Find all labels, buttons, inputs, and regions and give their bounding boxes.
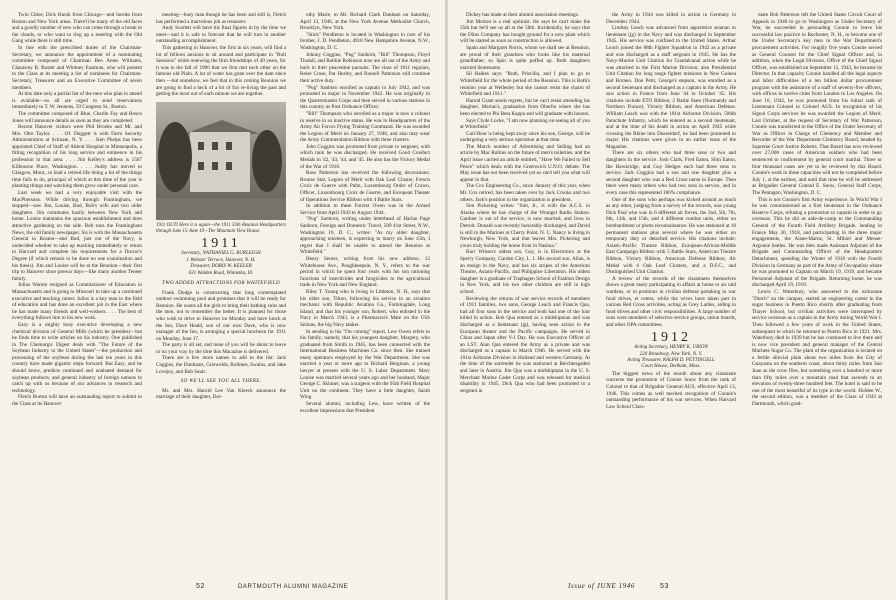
acting-treasurer: Acting Treasurer, RALPH D. PETTINGELL — [627, 357, 715, 363]
class-treasurer: Treasurer, DORIS W. KEELER — [190, 264, 252, 270]
photo-caption: 1911 OUTI Here it is again—the 1911 35th Reunion Headquarters through June 15-June 19—The Mountain View House. — [156, 222, 286, 234]
paragraph: This is not Connie's first Army experience. In World War I he was commissioned as a first lieutenant in the Ordnance Reserve Corps, refusing a promotion to captain in order to go overseas. This he did as aide-de-camp to the Commanding General of the Fourth Field Artillery Brigade, landing in France May 30, 1918, and participating in the three major engagements, the Aisne-Marne, St. Mihiel and Meuse-Argonne battles. He was then made Assistant Adjutant of the Brigade and Commanding Officer of the Headquarters Detachment, spending the Winter of 1918 with the Fourth Division in Germany as part of the Army of Occupation where he was promoted to Captain on March 19, 1919, and became Personnel Adjutant of the Brigade. Returning home, he was discharged April 19, 1919. — [752, 196, 882, 289]
paragraph: Riley T. Young who is living in Littleton, N. H., says that his older son, Tilton, following his service in an aviation mechanic with Republic Aviation Co., Farmingdale, Long Island, and that his younger son, Robert, who enlisted in the Navy in March 1943, is a Pharmacist's Mate on the USS Selinas, the big Navy tanker. — [300, 288, 430, 328]
paragraph: the Army in 1944 was killed in action in Germany in December 1944. — [606, 12, 736, 25]
paragraph: Easy is a mighty busy executive developing a new chemical division of General Mills (which he presides)—but he finds time to write articles on his industry. One published in The Chemurgic Digest deals with "The Future of the Soybean Industry in the United States"—the production and processing of the soybean during the last ten years in this country have made gigantic steps forward. But Easy, and he should know, predicts continued and unabated demand for soybean products, and general industry of foreign nations to catch up with us because of our advances in research and technology. — [12, 321, 142, 394]
paragraph: Lewis C. Waterbury, who answered to the nickname "Dutch" on the campus, started an engineering career in the sugar business in Puerto Rico shortly after graduating from Thayer School, but civilian activities were interrupted by service overseas as a captain in the Army during World War I. Then followed a few years of work in the United States, subsequent to which he returned to Puerto Rico in 1921. Mrs. Waterbury died in 1939 but he has continued to live there and is now vice president and general manager of the Central Machete Sugar Co. The plant of the organization is located on a fertile alluvial plain about two miles from the City of Guayama on the southern coast, about thirty miles from San Juan as the crow flies, but something over a hundred or more than fifty miles over a mountain road that ascends to an elevation of twenty-three hundred feet. The hotel is said to be one of the most beautiful of its type in the world. Holden W., the second edition, was a member of the Class of 1943 at Dartmouth, which grad- — [752, 288, 882, 408]
paragraph: Andy Scarlett will have his final figures in by the time we meet—and it is safe to forecast that he will turn in another outstanding accomplishment. — [156, 25, 286, 45]
photo-window — [212, 162, 218, 170]
photo-tree — [158, 122, 192, 192]
class-year-heading: 1912 — [651, 329, 691, 345]
paragraph: meeting—busy man though he has been and still is, Fletch has performed a marvelous job as treasurer. — [156, 12, 286, 25]
paragraph: Johnny Coggins, "Pug" Sanborn, "Bill" Thompson, Floyd Tindall, and Robbie Robinson now are all out of the Army and back in their peacetime pursuits. The class of 1911 regulars, Reise Cruse, Pat Hurley, and Russell Patterson still continue their active duty. — [300, 51, 430, 84]
right-column-1 — [460, 12, 590, 567]
photo-window — [198, 162, 204, 170]
paragraph: John Coggins was promoted from private to sergeant, with which rank he was discharged. He received Good Conduct Medals in '42, '43, '44, and '45. He also has the Victory Medal of the War of 1918. — [300, 143, 430, 170]
paragraph: The March number of Advertising and Selling had an article by Mac Rollins on the future of men's toiletries, and the April issue carried an article entitled, "Have We Failed to Sell Peace" which deals with the Greenwich U.N.O. debate. The May issue has not been received yet so can't tell you what will appear in that. — [460, 143, 590, 183]
photo-window — [226, 162, 232, 170]
paragraph: othy Marie, to Mr. Richard Clark Dunham on Saturday, April 13, 1946, at the New York Avenue Methodist Church, Brooklyn, New York. — [300, 12, 430, 32]
page-number-left: 52 — [196, 583, 205, 590]
photo-window — [226, 142, 232, 150]
paragraph: In addition to these Forrest Owen was in the Armed Service from April 1943 to August 1944. — [300, 203, 430, 216]
paragraph: There are six others who had three sons or two and daughters in the service. Josh Clark, Fred Eaton, Slim Eaton, Ike Hawkridge, and Guy Hedges each had three sons in service. Jack Coggins had a son and one daughter plus a second daughter who was a Red Cross nurse in Europe. Then there were many others who had two sons in service, and in every case this represented 100% compliance. — [606, 150, 736, 197]
paragraph: "Stick" Pendleton is located in Washington in care of his brother, J. D. Pendleton, 4918 New Hampshire Avenue, N.W., Washington, D. C. — [300, 31, 430, 51]
class-secretary-address: 1 Webster Terrace, Hanover, N. H. — [186, 257, 256, 263]
paragraph: "Bill" Thompson who enrolled as a major is now a colonel in reserve in so inactive status. He was in Headquarters of the Army Air Forces Flying Training Command. He was awarded the Legion of Merit on January 27, 1946, and also may wear the Army Commendation Ribbon with three clusters. — [300, 110, 430, 144]
issue-footer: Issue of JUNE 1946 — [568, 582, 635, 590]
paragraph: Says Clyde Locke, "I am now planning on seeing all of you at Whitefield." — [460, 117, 590, 131]
class-secretary: Secretary, NATHANIEL G. BURLEIGH — [181, 251, 261, 257]
paragraph: Jim Morton is a real optimist. He says he can't make the 35th but he'll see us all at the 50th. Incidentally, he says that the Dilos Company has bought ground for a new plant which will be started as soon as construction is allowed. — [460, 18, 590, 45]
paragraph: There are a few more names to add to the list: Jack Coggins, the Dunhams, Griswolds, Rollmes, Swains, and Jake Lovejoy, and Bob Saulc. — [156, 355, 286, 375]
acting-secretary: Acting Secretary, HENRY K. URION — [634, 345, 708, 351]
paragraph: Julius Warren resigned as Commissioner of Education in Massachusetts and is going to Missouri to take up a continued executive and teaching career. Julius is a key man in the field of education and has done an excellent job in the East where he has made many friends and well-wishers. . . . The best of everything follows him to his new work. — [12, 282, 142, 322]
paragraph: Mr. and Mrs. Harold Lee Van Kleeck announce the marriage of their daughter, Dor- — [156, 387, 286, 401]
paragraph: The biggest news of the month about any classmate concerns the promotion of Connie Snow from the rank of Colonel to that of Brigadier General AUS, effective April 13, 1946. This comes as well merited recognition of Connie's outstanding performance of his war services. When Harvard Law School Class- — [606, 370, 736, 410]
section-subhead: TWO ADDED ATTRACTIONS FOR WHITEFIELD — [162, 279, 280, 286]
paragraph: At this date only a partial list of the men who plan to attend is available—so all are urged to send reservations immediately to T. W. Jennens, 59 Congress St., Boston. — [12, 91, 142, 111]
paragraph: Spain and Margaret Norris, whom we shall see at Reunion, are proud of their grandson who looks like his maternal grandfather, so Spin is quite puffed up. Both daughters married lieutenants. — [460, 44, 590, 71]
paragraph: Henry Seurer, writing from his new address, 12 Whitehouse Ave., Poughkeepsie, N. Y., refers to the war period in which he spent four years with his son rationing functions of insecticides and fungicides to the agricultural trade in New York and New England. — [300, 255, 430, 289]
paragraph: Frank Dodge is constructing that long contemplated outdoor swimming pool and promises that it will be ready for Reunion. He wants all the girls to bring their bathing suits and the men, not to remember the better. It is planned for those who wish to drive to Hanover on Monday and have lunch at the Inn, Dave Heald, son of our own Dave, who is now manager of the Inn, is arranging a special luncheon for 1911 on Monday, June 17. — [156, 289, 286, 342]
left-page — [0, 0, 446, 600]
paragraph: Ross Patterson has received the following decorations: Bronze Star, Legion of Merit with Oak Leaf Cluster, French Croix de Guerre with Palm, Luxembourg Order of Crown, Officer, Luxembourg Croix de Guerre, and European Theater of Operations Service Ribbon with 4 Battle Stars. — [300, 170, 430, 203]
paragraph: Burr Wilson's oldest son, Guy, is in Electronics at the Sperry Company, Garden City, L. I. His second son, Allan, is an ensign in the Navy, and has six stripes of the American Theatre, Asiatic-Pacific, and Philippine Liberation. His oldest daughter is a graduate of Traphagen School of Fashion Design in New York, and his two other children are still in high school. — [460, 249, 590, 295]
paragraph: Carl Hour is being kept away since his son, George, will be undergoing a very serious operation at that time. — [460, 130, 590, 144]
paragraph: The party is all set, and none of you will be about to leave or on your way by the time this Macazine is delivered. — [156, 342, 286, 355]
paragraph: Recent Hanover visitors were Phil Brooks and Mr. and Mrs. Otto Taylor. . . . Of. Doggett is with Farm Security Administration at Scituate, N. Y. . . . Ken Phelps has been appointed Chief of Staff of Abbott Hospital in Minneapolis, a fitting recognition of his long service and eminence in his profession in that area. . . . Jim Kelley's address is 1507 Kilbourne Place, Washington. . . . Juddy has moved to Glasgow, Mont., to lead a retired life doing a lot of the things time fails to do, principal of which at this time of the year is planting things and watching them grow under personal care. — [12, 124, 142, 190]
paragraph: Sil Raikes says: "Ruth, Priscilla, and I plan to go to Whitefield for the whole period of the Reunion. This is Ruth's reunion year at Wellesley but she cannot resist the charm of Whitefield and 1911." — [460, 71, 590, 98]
paragraph: In line with the prescribed duties of the Chairman-Secretary, we announce the appointment of a nominating committee composed of Chairman Ben Ames Williams, Chauncey B. Baxter and Whitney Eastman, who will present to the Class at its meeting a list of nominees for Chairman-Secretary, Treasurer and an Executive Committee of seven members. — [12, 44, 142, 91]
photo-ground — [156, 198, 286, 220]
paragraph: Lindsay Leach was advanced from apprentice seaman to lieutenant (jg) in the Navy and was discharged in September 1945. His service was confined to the United States. Arthur Leach joined the 88th Fighter Squadron in 1942 as a private and was discharged as a staff sergeant in 1945. He has the Navy-Marine Unit Citation for Guadalcanal action while he was attached to the First Marine Division; also Presidential Unit Citation for long range fighter missions in New Guinea and Borneo. Don Petit, George's stepson, was enrolled as a second lieutenant and discharged as a captain in the Army. He saw action in France from June '44 to October '45. His citations include ETO Ribbon; 2 Battle Stars (Normandy and Northern France), Victory Ribbon, and American Defense. William Leach was with the 101st Airborne Division, 506th Parachute Infantry, which he entered as a second lieutenant, and at the time of his death in action on April 1945 while crossing the Rhine into Dusseldorf, he had been promoted to major. His citations were given in an earlier issue of the Magazine. — [606, 25, 736, 150]
photo-window — [212, 142, 218, 150]
right-column-3 — [752, 12, 882, 567]
left-column-2 — [156, 12, 286, 567]
left-column-3 — [300, 12, 430, 567]
paragraph: Twin Cities; Dick Hursh from Chicago—and hordes from Boston and New York areas. There'll be many of the old faces and a goodly number of new who can come through a break in the clouds, or who want to ring up a meeting with the Old Gang while there is still time. — [12, 12, 142, 45]
paragraph: The committee composed of Blue, Charlie Fay and Bosco Jones will announce details as soon as they are completed. — [12, 110, 142, 124]
paragraph: Fletch Burton will have an outstanding report to submit to the Class at its Hanover — [12, 394, 142, 408]
right-page — [448, 0, 896, 600]
acting-treasurer-address: Court House, Dedham, Mass. — [641, 364, 701, 370]
paragraph: Several alumni, including Lew, have written of the excellent impressions that President — [300, 401, 430, 414]
reunion-headquarters-photo — [156, 102, 286, 220]
paragraph: A review of the records of the classmates themselves shows a great many participating in affairs at home or air raid wardens, or in positions in civilian defense partaking in war fund drives, et cetera, while the wives have taken part in various Red Cross activities, acting as Grey Ladies, aiding in fund drives and other civic responsibilities. A large number of sons were members of selective service groups, ration boards, and other OPA committees. — [606, 275, 736, 328]
paragraph: Sim Pickering writes: "Sim, Jr., is with the A.C.S. in Alaska where he has charge of the Wrangel Radio Station. Gardner is out of the service, is now married, and lives in Detroit. Donald was recently honorably discharged, and David is still in the Marines at Cherry Point, N. C. Nancy is living in Newburgh, New York, and that leaves Mrs. Pickering and yours truly holding the home front in Nashua." — [460, 203, 590, 249]
class-treasurer-address: 631 Walden Road, Winnetka, Ill. — [188, 270, 254, 276]
page-number-right: 53 — [660, 583, 669, 590]
right-column-2 — [606, 12, 736, 567]
paragraph: One of the sons who perhaps was kicked around as much as any other, judging from a survey of the records, was young Dick Paul who was in 6 different air forces, the 2nd, 5th, 7th, 8th, 12th, and 15th, and 4 different combat units, either on bombardment or photo reconnaissance. He was stationed at 18 permanent stations plus several where he was either on temporary duty or detached service. His citations include: Asiatic-Pacific Theatre Ribbon, European-African-Middle East Campaign Ribbon with 5 Battle Stars, American Theatre Ribbon, Victory Ribbon, American Defense Ribbon, Air Medal with 6 Oak Leaf Clusters, and a D.F.C., and Distinguished Unit Citation. — [606, 196, 736, 276]
paragraph: The Cox Engineering Co., since January of this year, when Mr. Cox retired, has been taken over by Jack Crooks and two others. Jack's position in the organization is president. — [460, 183, 590, 203]
paragraph: Last week we had a very enjoyable visit with the MacPhersons. While driving through Framingham, we stopped—saw Jim, Louise, Bud, Bob's wife and two older daughters. Jim commutes busily between New York and home. Louise maintains the spacious establishment and does attractive gardening on the side. Bob runs the Framingham News, the old family newspaper. Sis is with the Massachusetts General in Boston—and Bud, just out of the Navy, is undecided whether to take up teaching immediately or return to Harvard and complete his requirements for a Doctor's Degree (if which remain to be done no one examination and his thesis). Jim and Louise will be at the Reunion—their first trip to Hanover since prewar days—like many another Teneer family. — [12, 190, 142, 282]
paragraph: "Pug" Sanborn enrolled as captain in July 1942, and was promoted to major in November 1942. He was originally in the Quartermaster Corps and then served in various stations in this country as Post Ordnance Officer. — [300, 84, 430, 111]
paragraph: Harold Grant sends regrets, but he can't resist attending his daughter, Marian's, graduation from Oberlin where she has been elected to Phi Beta Kappa and will graduate with honors. — [460, 97, 590, 117]
left-column-1 — [12, 12, 142, 567]
paragraph: This gathering in Hanover, the first in six years, will find a lot of fellows anxious to sit around and participate in "Bull Sessions" while renewing the firm friendships of 40 years, for it was in the fall of 1906 that we first met each other on the famous old Plain. A lot of water has gone over the dam since then —but somehow, we feel that in this coming Reunion we are going to find a heck of a lot of fun re-living the past and getting the most out of each minute we are together. — [156, 44, 286, 98]
closing-line: SO WE'LL SEE YOU ALL THERE. — [180, 378, 262, 385]
paragraph: Reviewing the returns of war service records of members of 1911 families, two sons, George Leach and Francis Qua, had all four sons in the service and both had one of the four killed in action. Bob Qua entered as a midshipman and was discharged as a lieutenant (jg), having seen action in the European theater and the Pacific campaigns. He served in China and Japan after V-J Day. He was Executive Officer of an LST. Alan Qua entered the Army as a private and was discharged as a captain in March 1946. He served with the 101st Airborne Division in Holland and western Germany. At the time of the surrender he was stationed at Berchtesgaden and later in Austria. Jim Qua was a midshipman in the U. S. Merchant Marine Cadet Corps and was released for medical disability in 1945. Dick Qua who had been promoted to a sergeant in — [460, 295, 590, 394]
class-year-heading: 1911 — [201, 235, 241, 251]
photo-tree — [252, 130, 282, 192]
acting-secretary-address: 220 Broadway, New York, N. Y. — [639, 351, 703, 357]
paragraph: Dickey has made at their alumni association meetings. — [466, 12, 579, 18]
photo-window — [198, 142, 204, 150]
paragraph: "Pug" Sanborn, writing under letterhead of Harlan Page Sanborn, Foreign and Domestic Travel, 509 41st Street, N.W., Washington 16, D. C., writes: "As my older daughter, approaching nineteen, is expecting to marry on June 15th, I regret that I shall be unable to attend the Reunion at Whitefield." — [300, 216, 430, 256]
paragraph: mate Bob Patterson left the United States Circuit Court of Appeals in 1940 to go to Washington as Under Secretary of War, he succeeded in persuading Connie to leave his successful law practice in Rochester, N. H., to become one of the Under Secretary's key men in the War Department's procurement activities. For roughly five years Connie served as General Counsel for the Chief Signal Officer and, in addition, when the Legal Division, Office of the Chief Signal Officer, was established on September 15, 1943, he became its Director. In that capacity Connie handled all the legal aspects and labor difficulties of a ten billion dollar procurement program with the assistance of a staff of seventy-five officers, with offices in twelve cities from London to Los Angeles. On June 16, 1942, he was promoted from his initial rank of Lieutenant Colonel to Colonel AUS. In recognition of his Signal Corps services he was awarded the Legion of Merit. Last October, at the request of Secretary of War Patterson, Connie was transferred to the Office of the Under Secretary of War as Officer in Charge of Clemency and Member and Recorder of the War Department Clemency Board, headed by Supreme Court Justice Roberts. That Board has now reviewed over 27,000 cases of American soldiers who had been sentenced to confinement by general court martial. Three or four thousand cases are yet to be reviewed by this Board. Connie's work in these capacities will not be completed before July 1, at the earliest, and until that time he will be addressed as Brigadier General Conrad E. Snow, General Staff Corps, The Pentagon, Washington, D. C. — [752, 12, 882, 197]
magazine-name-footer: DARTMOUTH ALUMNI MAGAZINE — [238, 584, 349, 590]
paragraph: In sending in his "I'm coming" report, Lew Owen refers to his family; namely, that his youngest daughter, Margery, who graduated from Smith in 1945, has been connected with the International Business Machines Co. since then. She trained many operators employed by the War Department. She was married a year or more ago to Richard Bergman, a young lawyer at present with the U. S. Labor Department. Mary Louise was married several years ago and her husband, Major George C. Skinner, was a surgeon with the 95th Field Hospital Unit on the continent. They have a little daughter, Sarah Wing. — [300, 328, 430, 401]
